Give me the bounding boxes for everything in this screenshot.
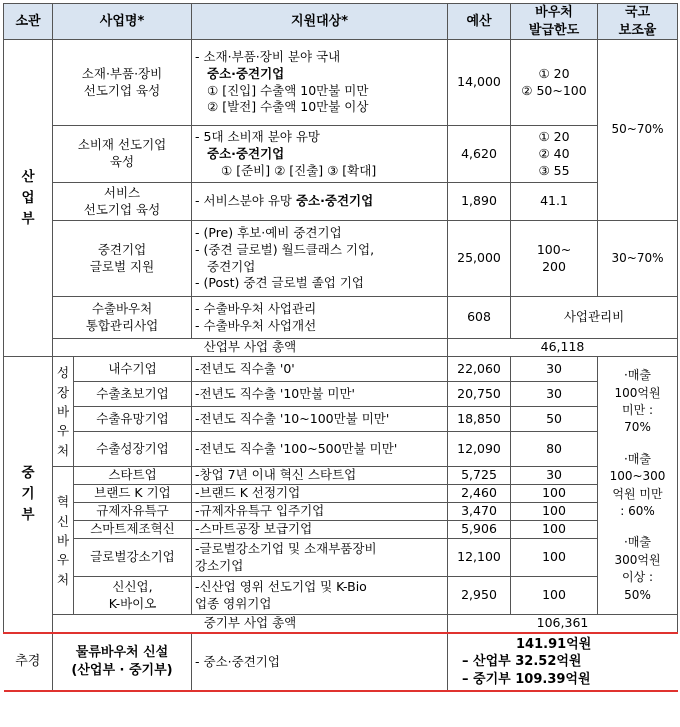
project-target: - 수출바우처 사업관리 - 수출바우처 사업개선 [192, 297, 448, 339]
project-budget: 5,906 [448, 521, 511, 539]
table-row [4, 485, 678, 503]
supplementary-amount: 141.91억원 – 산업부 32.52억원 – 중기부 109.39억원 [448, 633, 678, 691]
project-name: 서비스 선도기업 육성 [53, 183, 192, 221]
project-target: -전년도 직수출 '10~100만불 미만' [192, 407, 448, 432]
project-target: -글로벌강소기업 및 소재부품장비 강소기업 [192, 539, 448, 577]
voucher-limit: 100 [511, 539, 598, 577]
voucher-budget-table [3, 3, 678, 692]
header-subsidy-rate: 국고 보조율 [598, 4, 678, 40]
project-budget: 1,890 [448, 183, 511, 221]
voucher-limit: 41.1 [511, 183, 598, 221]
project-budget: 3,470 [448, 503, 511, 521]
subsidy-rate: 50~70% [598, 40, 678, 221]
table-row [4, 521, 678, 539]
table-row [4, 126, 678, 183]
header-project: 사업명* [53, 4, 192, 40]
project-name: 수출초보기업 [74, 382, 192, 407]
project-target: - (Pre) 후보·예비 중견기업 - (중견 글로벌) 월드클래스 기업, 중견기업 - (Post) 중견 글로벌 졸업 기업 [192, 221, 448, 297]
voucher-limit: 100 [511, 521, 598, 539]
subsidy-rate: 30~70% [598, 221, 678, 297]
project-budget: 12,100 [448, 539, 511, 577]
table-row [4, 407, 678, 432]
project-budget: 22,060 [448, 357, 511, 382]
voucher-limit: 100 [511, 485, 598, 503]
table-row [4, 467, 678, 485]
total-value: 106,361 [448, 615, 678, 633]
project-name: 브랜드 K 기업 [74, 485, 192, 503]
voucher-limit: 80 [511, 432, 598, 467]
project-target: -전년도 직수출 '10만불 미만' [192, 382, 448, 407]
project-target: -전년도 직수출 '100~500만불 미만' [192, 432, 448, 467]
project-target: -규제자유특구 입주기업 [192, 503, 448, 521]
project-target: - 서비스분야 유망 중소·중견기업 [192, 183, 448, 221]
header-budget: 예산 [448, 4, 511, 40]
voucher-limit: 30 [511, 467, 598, 485]
project-name: 규제자유특구 [74, 503, 192, 521]
table-row [4, 539, 678, 577]
project-target: -신산업 영위 선도기업 및 K-Bio 업종 영위기업 [192, 577, 448, 615]
total-row [4, 339, 678, 357]
table-row [4, 40, 678, 126]
project-budget: 2,460 [448, 485, 511, 503]
voucher-limit: 30 [511, 382, 598, 407]
voucher-limit: ① 20 ② 40 ③ 55 [511, 126, 598, 183]
supplementary-row [4, 633, 678, 691]
project-budget: 25,000 [448, 221, 511, 297]
header-voucher-limit: 바우처 발급한도 [511, 4, 598, 40]
project-budget: 14,000 [448, 40, 511, 126]
table-row [4, 357, 678, 382]
group-innovation-voucher: 혁 신 바 우 처 [53, 467, 74, 615]
project-budget: 5,725 [448, 467, 511, 485]
project-name: 수출유망기업 [74, 407, 192, 432]
group-growth-voucher: 성 장 바 우 처 [53, 357, 74, 467]
project-name: 수출바우처 통합관리사업 [53, 297, 192, 339]
total-label: 산업부 사업 총액 [53, 339, 448, 357]
project-budget: 608 [448, 297, 511, 339]
table-row [4, 297, 678, 339]
project-name: 수출성장기업 [74, 432, 192, 467]
table-row [4, 432, 678, 467]
voucher-limit: 100 [511, 577, 598, 615]
project-target: - 5대 소비재 분야 유망 중소·중견기업 ① [준비] ② [진출] ③ [확대] [192, 126, 448, 183]
project-budget: 2,950 [448, 577, 511, 615]
table-row [4, 221, 678, 297]
table-row [4, 577, 678, 615]
project-target: -스마트공장 보급기업 [192, 521, 448, 539]
header-row [4, 4, 678, 40]
org-mss: 중 기 부 [4, 357, 53, 633]
total-label: 중기부 사업 총액 [53, 615, 448, 633]
table-row [4, 503, 678, 521]
project-name: 중견기업 글로벌 지원 [53, 221, 192, 297]
header-target: 지원대상* [192, 4, 448, 40]
project-target: - 소재·부품·장비 분야 국내 중소·중견기업 ① [진입] 수출액 10만불 미만 ② [발전] 수출액 10만불 이상 [192, 40, 448, 126]
project-name: 신신업, K-바이오 [74, 577, 192, 615]
table-row [4, 382, 678, 407]
project-target: -브랜드 K 선정기업 [192, 485, 448, 503]
project-budget: 12,090 [448, 432, 511, 467]
org-supplementary: 추경 [4, 633, 53, 691]
project-name: 내수기업 [74, 357, 192, 382]
voucher-limit: 50 [511, 407, 598, 432]
project-name: 물류바우처 신설 (산업부 · 중기부) [53, 633, 192, 691]
project-name: 스타트업 [74, 467, 192, 485]
project-name: 소비재 선도기업 육성 [53, 126, 192, 183]
voucher-limit: 사업관리비 [511, 297, 678, 339]
project-target: - 중소·중견기업 [192, 633, 448, 691]
total-value: 46,118 [448, 339, 678, 357]
project-name: 글로벌강소기업 [74, 539, 192, 577]
voucher-limit: ① 20 ② 50~100 [511, 40, 598, 126]
project-budget: 4,620 [448, 126, 511, 183]
subsidy-rate: ·매출 100억원 미만 : 70% ·매출 100~300 억원 미만 : 60% ·매출 300억원 이상 : 50% [598, 357, 678, 615]
project-target: -전년도 직수출 '0' [192, 357, 448, 382]
header-org: 소관 [4, 4, 53, 40]
table-row [4, 183, 678, 221]
voucher-limit: 30 [511, 357, 598, 382]
total-row [4, 615, 678, 633]
project-budget: 18,850 [448, 407, 511, 432]
project-name: 스마트제조혁신 [74, 521, 192, 539]
voucher-limit: 100 [511, 503, 598, 521]
org-motie: 산 업 부 [4, 40, 53, 357]
voucher-limit: 100~ 200 [511, 221, 598, 297]
project-target: -창업 7년 이내 혁신 스타트업 [192, 467, 448, 485]
project-budget: 20,750 [448, 382, 511, 407]
project-name: 소재·부품·장비 선도기업 육성 [53, 40, 192, 126]
